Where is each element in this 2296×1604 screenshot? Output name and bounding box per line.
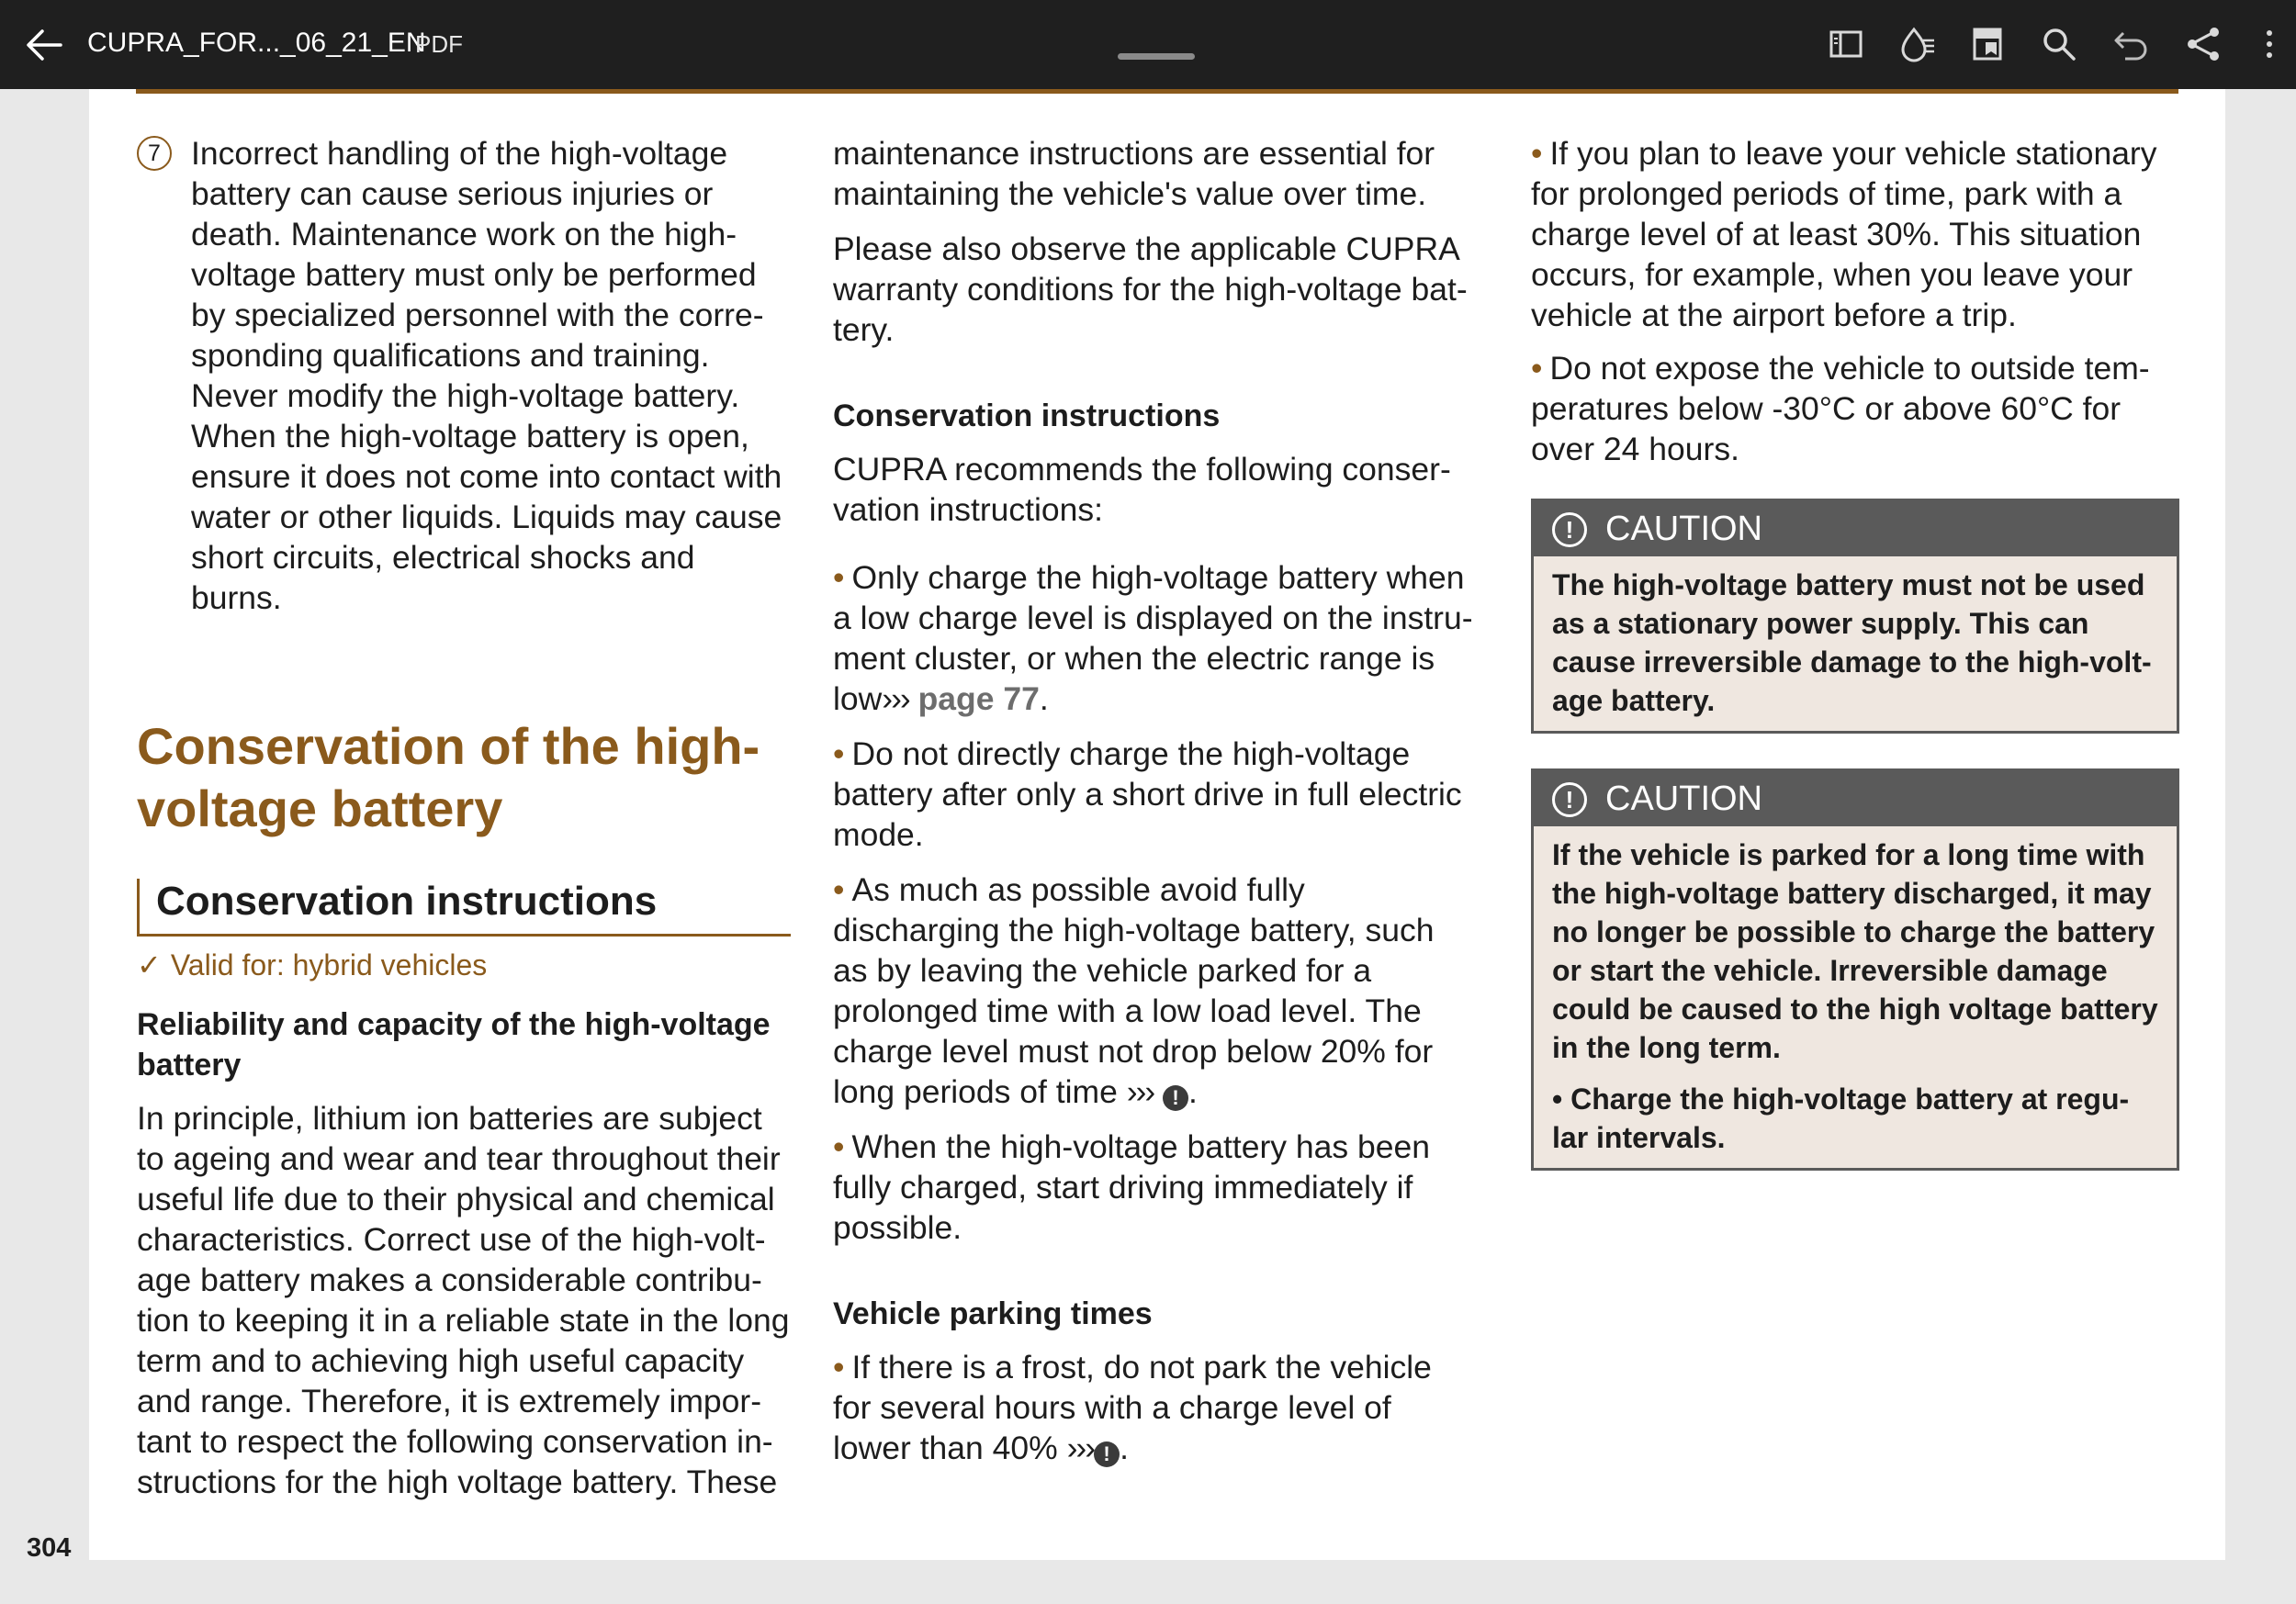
column-3: [1531, 133, 2179, 1171]
caution-box: [1531, 768, 2179, 1171]
caution-header: [1534, 501, 2177, 556]
column-2: [833, 133, 1476, 1468]
bullet-dot: •: [1531, 350, 1543, 387]
valid-for-note: [137, 946, 791, 984]
paragraph: In principle, lithium ion batteries are subject to ageing and wear and tear throughout their useful life due to their physical and chemical characteristics. Correct use of the high-volt-age battery makes a considerable contribu-tion to keeping it in a reliable state in the long term and to achieving high useful capacity and range. Therefore, it is extremely impor-tant to respect the following conservation in-structions for the high voltage battery. These: [137, 1100, 790, 1500]
bullet-dot: •: [833, 871, 845, 908]
list-item: • Only charge the high-voltage battery when a low charge level is displayed on the instru-ment cluster, or when the electric range is low››› page 77.: [833, 559, 1473, 717]
list-item: • As much as possible avoid fully discharging the high-voltage battery, such as by leaving the vehicle parked for a prolonged time with a low load level. The charge level must not drop below 20% for long periods of time ››› ! .: [833, 871, 1435, 1110]
list-item: • If there is a frost, do not park the vehicle for several hours with a charge level of lower than 40% ››› ! .: [833, 1349, 1432, 1466]
page-number: 304: [27, 1533, 72, 1563]
list-item: • Do not expose the vehicle to outside tem-peratures below -30°C or above 60°C for over 24 hours.: [1531, 350, 2150, 467]
list-item: • Do not directly charge the high-voltage battery after only a short drive in full electric mode.: [833, 735, 1462, 853]
caution-body: [1534, 826, 2177, 1168]
subheading: Vehicle parking times: [833, 1296, 1153, 1331]
column-1: [137, 133, 791, 1502]
numbered-note-text: Incorrect handling of the high-voltage battery can cause serious injuries or death. Maintenance work on the high-voltage battery must only be performed by specialized personnel with the corre-sponding qualifications and training. Never modify the high-voltage battery. When the high-voltage battery is open, ensure it does not come into contact with water or other liquids. Liquids may cause short circuits, electrical shocks and burns.: [191, 135, 782, 616]
cross-reference-arrows: ›››: [1126, 1073, 1154, 1110]
search-icon[interactable]: [2039, 24, 2079, 64]
paragraph: Please also observe the applicable CUPRA warranty conditions for the high-voltage bat-tery.: [833, 230, 1468, 348]
bullet-dot: •: [833, 559, 845, 596]
list-item: • If you plan to leave your vehicle stationary for prolonged periods of time, park with a charge level of at least 30%. This situation occurs, for example, when you leave your vehicle at the airport before a trip.: [1531, 135, 2157, 333]
caution-header: [1534, 771, 2177, 826]
share-icon[interactable]: [2183, 24, 2223, 64]
warning-icon[interactable]: !: [1094, 1441, 1120, 1467]
back-arrow-icon[interactable]: [24, 26, 64, 64]
undo-icon[interactable]: [2110, 24, 2151, 64]
drag-handle[interactable]: [1118, 53, 1195, 60]
chapter-heading: Conservation of the high-voltage battery: [137, 717, 760, 837]
more-vert-icon[interactable]: [2256, 24, 2283, 64]
numbered-note: [137, 133, 791, 618]
document-type-label: PDF: [415, 30, 463, 58]
reading-mode-icon[interactable]: [1897, 24, 1938, 64]
top-rule: [136, 89, 2178, 94]
document-title: CUPRA_FOR..._06_21_EN: [87, 28, 426, 58]
bullet-dot: •: [1552, 1082, 1571, 1116]
valid-for-text: Valid for: hybrid vehicles: [170, 948, 488, 981]
cross-reference-arrows: ›››: [1066, 1430, 1095, 1466]
number-badge: 7: [137, 136, 172, 171]
list-item: • When the high-voltage battery has been fully charged, start driving immediately if possible.: [833, 1128, 1430, 1246]
subheading: Reliability and capacity of the high-voltage battery: [137, 1007, 771, 1082]
paragraph: CUPRA recommends the following conser-vation instructions:: [833, 451, 1451, 528]
caution-icon: !: [1552, 512, 1587, 547]
caution-box: [1531, 499, 2179, 734]
bullet-dot: •: [1531, 135, 1543, 172]
caution-text: The high-voltage battery must not be used as a stationary power supply. This can cause irreversible damage to the high-volt-age battery.: [1552, 568, 2152, 717]
paragraph: maintenance instructions are essential for maintaining the vehicle's value over time.: [833, 135, 1435, 212]
checkmark-icon: ✓: [137, 948, 162, 981]
subheading: Conservation instructions: [833, 398, 1221, 433]
bookmark-icon[interactable]: [1967, 24, 2008, 64]
bullet-dot: •: [833, 735, 845, 772]
bullet-dot: •: [833, 1349, 845, 1385]
app-toolbar: [0, 0, 2296, 89]
sidebar-icon[interactable]: [1826, 24, 1866, 64]
caution-title: CAUTION: [1605, 510, 1762, 548]
bullet-dot: •: [833, 1128, 845, 1165]
caution-icon: !: [1552, 782, 1587, 817]
caution-text: If the vehicle is parked for a long time with the high-voltage battery discharged, it may no longer be possible to charge the battery or start the vehicle. Irreversible damage could be caused to the high voltage battery in the long term.: [1552, 838, 2158, 1064]
section-heading: Conservation instructions: [137, 879, 791, 937]
cross-reference-arrows: ›››: [882, 680, 909, 717]
caution-list-item: • Charge the high-voltage battery at regu-lar intervals.: [1552, 1082, 2130, 1154]
caution-title: CAUTION: [1605, 780, 1762, 818]
page-reference-link[interactable]: page 77: [917, 680, 1040, 717]
pdf-page: [89, 89, 2225, 1560]
warning-icon[interactable]: !: [1163, 1085, 1188, 1111]
